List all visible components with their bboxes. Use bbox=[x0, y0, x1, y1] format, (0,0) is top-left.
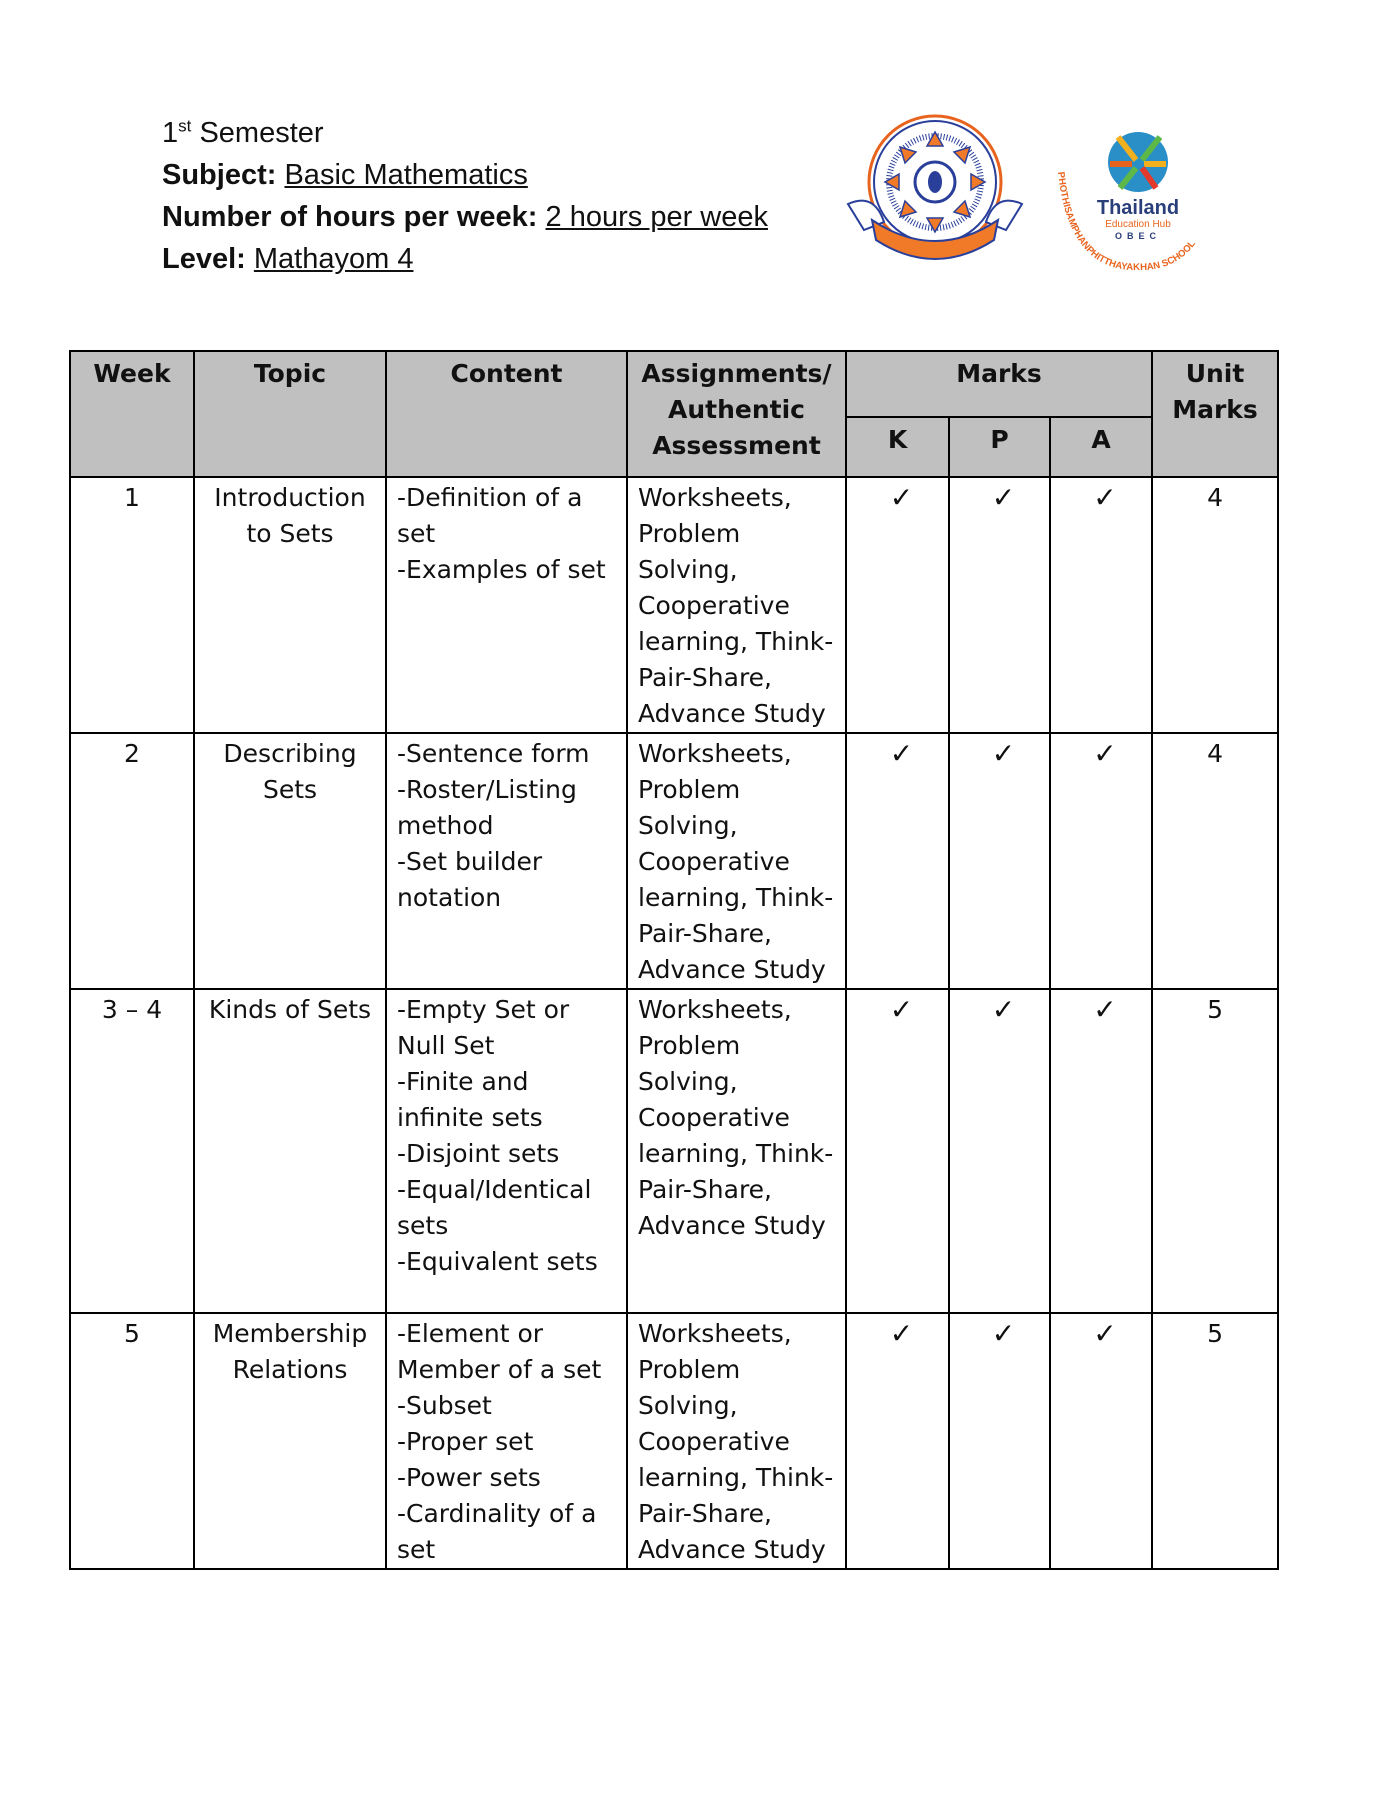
content-cell: -Definition of a set -Examples of set bbox=[386, 477, 627, 733]
svg-text:Thailand: Thailand bbox=[1096, 197, 1180, 219]
unit-marks-cell: 5 bbox=[1152, 1313, 1278, 1569]
table-row bbox=[70, 733, 1278, 989]
semester-line: 1st Semester bbox=[162, 116, 324, 149]
week-cell: 1 bbox=[70, 477, 194, 733]
svg-text:Education Hub: Education Hub bbox=[1105, 219, 1171, 230]
school-seal-logo bbox=[844, 112, 1026, 268]
table-row bbox=[70, 477, 1278, 733]
k-check-icon: ✓ bbox=[846, 733, 949, 989]
header-p: P bbox=[949, 417, 1050, 477]
p-check-icon: ✓ bbox=[949, 1313, 1050, 1569]
a-check-icon: ✓ bbox=[1050, 733, 1152, 989]
assessment-cell: Worksheets, Problem Solving, Cooperative learning, Think-Pair-Share, Advance Study bbox=[627, 1313, 846, 1569]
topic-cell: Describing Sets bbox=[194, 733, 386, 989]
k-check-icon: ✓ bbox=[846, 989, 949, 1313]
week-cell: 3 – 4 bbox=[70, 989, 194, 1313]
header-marks: Marks bbox=[846, 351, 1152, 417]
table-row bbox=[70, 1313, 1278, 1569]
header-content: Content bbox=[386, 351, 627, 477]
p-check-icon: ✓ bbox=[949, 989, 1050, 1313]
unit-marks-cell: 4 bbox=[1152, 733, 1278, 989]
table-row bbox=[70, 989, 1278, 1313]
content-cell: -Element or Member of a set -Subset -Proper set -Power sets -Cardinality of a set bbox=[386, 1313, 627, 1569]
unit-marks-cell: 4 bbox=[1152, 477, 1278, 733]
document-header bbox=[162, 112, 768, 280]
week-cell: 2 bbox=[70, 733, 194, 989]
hours-line: Number of hours per week: 2 hours per week bbox=[162, 201, 768, 233]
p-check-icon: ✓ bbox=[949, 477, 1050, 733]
content-cell: -Sentence form -Roster/Listing method -Set builder notation bbox=[386, 733, 627, 989]
header-assessment: Assignments/ Authentic Assessment bbox=[627, 351, 846, 477]
topic-cell: Introduction to Sets bbox=[194, 477, 386, 733]
svg-text:PHOTHISAMPHANPHITTHAYAKHAN SCH: PHOTHISAMPHANPHITTHAYAKHAN SCHOOL bbox=[1055, 171, 1198, 272]
assessment-cell: Worksheets, Problem Solving, Cooperative learning, Think-Pair-Share, Advance Study bbox=[627, 989, 846, 1313]
content-cell: -Empty Set or Null Set -Finite and infinite sets -Disjoint sets -Equal/Identical sets -Equivalent sets bbox=[386, 989, 627, 1313]
course-outline-table bbox=[69, 350, 1279, 1570]
unit-marks-cell: 5 bbox=[1152, 989, 1278, 1313]
p-check-icon: ✓ bbox=[949, 733, 1050, 989]
topic-cell: Membership Relations bbox=[194, 1313, 386, 1569]
thailand-education-hub-logo bbox=[1048, 122, 1224, 272]
header-week: Week bbox=[70, 351, 194, 477]
assessment-cell: Worksheets, Problem Solving, Cooperative learning, Think-Pair-Share, Advance Study bbox=[627, 733, 846, 989]
level-line: Level: Mathayom 4 bbox=[162, 243, 414, 275]
a-check-icon: ✓ bbox=[1050, 477, 1152, 733]
a-check-icon: ✓ bbox=[1050, 989, 1152, 1313]
week-cell: 5 bbox=[70, 1313, 194, 1569]
topic-cell: Kinds of Sets bbox=[194, 989, 386, 1313]
svg-text:OBEC: OBEC bbox=[1114, 231, 1162, 241]
header-topic: Topic bbox=[194, 351, 386, 477]
subject-line: Subject: Basic Mathematics bbox=[162, 159, 528, 191]
k-check-icon: ✓ bbox=[846, 1313, 949, 1569]
header-k: K bbox=[846, 417, 949, 477]
header-a: A bbox=[1050, 417, 1152, 477]
header-unit-marks: Unit Marks bbox=[1152, 351, 1278, 477]
k-check-icon: ✓ bbox=[846, 477, 949, 733]
assessment-cell: Worksheets, Problem Solving, Cooperative learning, Think-Pair-Share, Advance Study bbox=[627, 477, 846, 733]
a-check-icon: ✓ bbox=[1050, 1313, 1152, 1569]
